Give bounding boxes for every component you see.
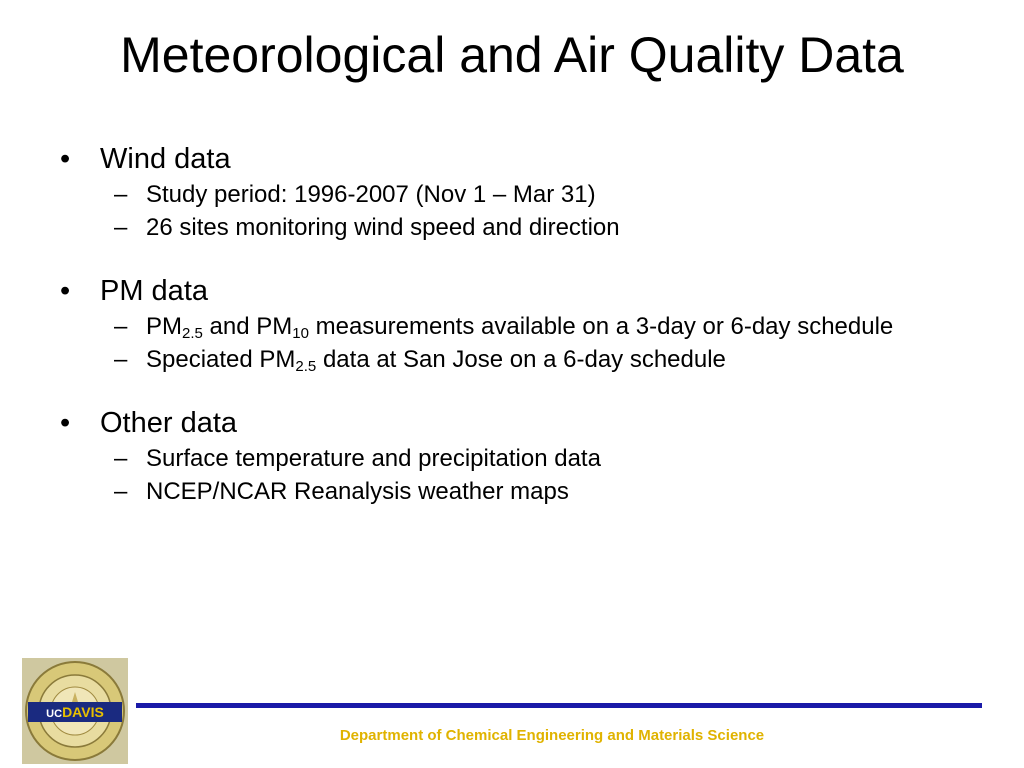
footer-department: Department of Chemical Engineering and Materials Science — [339, 727, 765, 744]
sub-bullet-text — [146, 313, 893, 340]
dash-icon: – — [114, 445, 128, 472]
sub-bullet-text — [146, 346, 726, 373]
bullet-icon: • — [60, 407, 71, 439]
bullet-heading: Other data — [100, 407, 238, 439]
slide-content — [60, 141, 960, 537]
bullet-item — [60, 273, 960, 309]
dash-icon: – — [114, 181, 128, 208]
sub-bullet-item — [60, 477, 960, 507]
section-other-data — [60, 405, 960, 507]
bullet-heading: PM data — [100, 275, 208, 307]
pm-label: and PM — [202, 313, 293, 340]
sub-bullet-item — [60, 345, 960, 375]
footer-divider — [136, 703, 982, 708]
dash-icon: – — [114, 346, 128, 373]
sub-bullet-item — [60, 312, 960, 342]
slide-title: Meteorological and Air Quality Data — [120, 27, 904, 83]
pm-label: PM — [146, 313, 182, 340]
sub-bullet-text: Surface temperature and precipitation data — [146, 445, 601, 472]
pm-subscript: 2.5 — [295, 358, 317, 375]
dash-icon: – — [114, 214, 128, 241]
sub-bullet-item — [60, 444, 960, 474]
bullet-item — [60, 405, 960, 441]
sub-bullet-item — [60, 213, 960, 243]
sub-bullet-item — [60, 180, 960, 210]
bullet-heading: Wind data — [100, 143, 231, 175]
sub-bullet-rest: measurements available on a 3-day or 6-day schedule — [308, 313, 894, 340]
dash-icon: – — [114, 478, 128, 505]
sub-bullet-text: NCEP/NCAR Reanalysis weather maps — [146, 478, 569, 505]
svg-text:UCDAVIS: UCDAVIS — [46, 704, 104, 720]
bullet-item — [60, 141, 960, 177]
section-wind-data — [60, 141, 960, 243]
pm-subscript: 10 — [292, 325, 309, 342]
pm-subscript: 2.5 — [182, 325, 203, 342]
section-pm-data — [60, 273, 960, 375]
bullet-icon: • — [60, 275, 71, 307]
sub-bullet-rest: data at San Jose on a 6-day schedule — [316, 346, 726, 373]
bullet-icon: • — [60, 143, 71, 175]
dash-icon: – — [114, 313, 128, 340]
sub-bullet-text: 26 sites monitoring wind speed and direction — [146, 214, 620, 241]
uc-davis-seal-logo — [22, 658, 128, 764]
sub-bullet-text: Study period: 1996-2007 (Nov 1 – Mar 31) — [146, 181, 596, 208]
pm-label: Speciated PM — [146, 346, 296, 373]
